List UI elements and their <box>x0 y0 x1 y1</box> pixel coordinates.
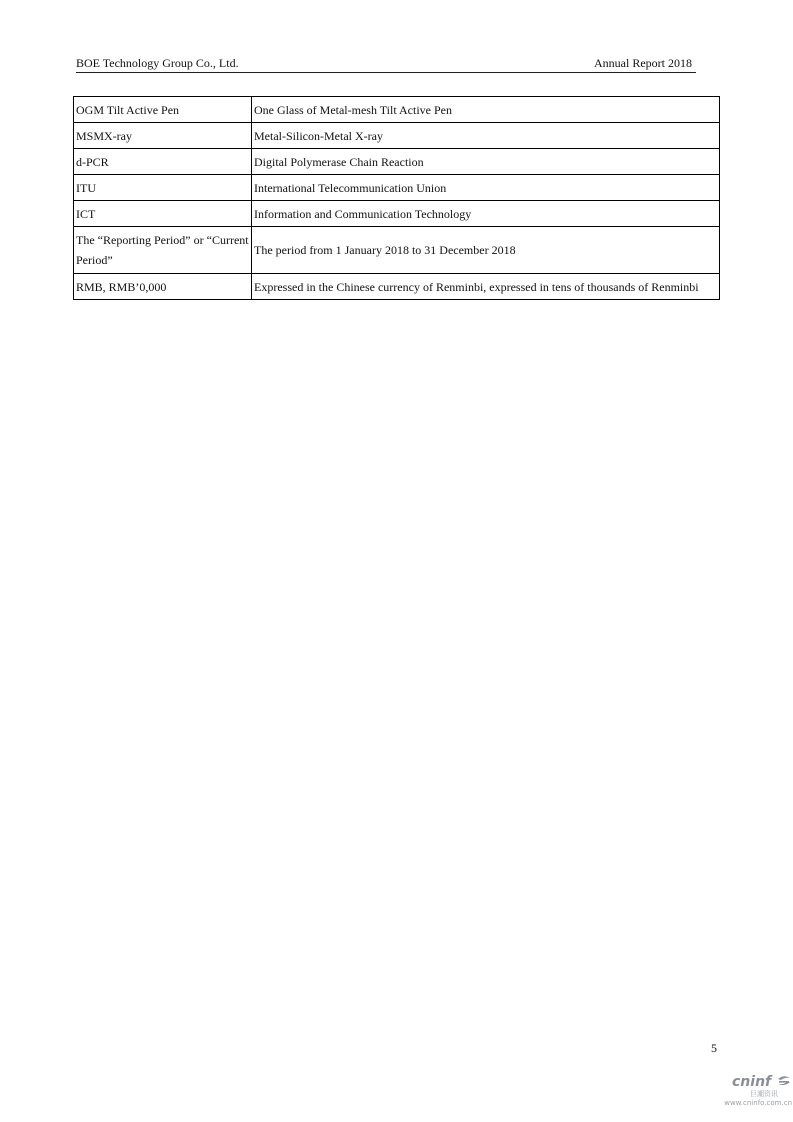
table-row <box>74 123 720 149</box>
definition-cell: International Telecommunication Union <box>252 175 720 201</box>
watermark-brand <box>712 1074 792 1090</box>
definition-cell: The period from 1 January 2018 to 31 December 2018 <box>252 227 720 274</box>
term-cell: MSMX-ray <box>74 123 252 149</box>
table-row <box>74 227 720 274</box>
report-title: Annual Report 2018 <box>594 56 692 70</box>
table-row <box>74 149 720 175</box>
watermark-chinese: 巨潮资讯 <box>750 1090 778 1098</box>
definition-cell: Information and Communication Technology <box>252 201 720 227</box>
glossary-table <box>73 96 720 300</box>
table-row <box>74 274 720 300</box>
table-row <box>74 201 720 227</box>
table-row <box>74 175 720 201</box>
term-cell: RMB, RMB’0,000 <box>74 274 252 300</box>
term-cell: ITU <box>74 175 252 201</box>
definition-cell: Expressed in the Chinese currency of Renminbi, expressed in tens of thousands of Renminbi <box>252 274 720 300</box>
page-number: 5 <box>711 1041 717 1055</box>
definition-cell: Digital Polymerase Chain Reaction <box>252 149 720 175</box>
watermark-brand-text: cninf <box>732 1074 772 1090</box>
table-row <box>74 97 720 123</box>
company-name: BOE Technology Group Co., Ltd. <box>76 56 239 70</box>
definition-cell: Metal-Silicon-Metal X-ray <box>252 123 720 149</box>
cninfo-watermark <box>712 1074 792 1114</box>
term-cell: ICT <box>74 201 252 227</box>
watermark-url: www.cninfo.com.cn <box>724 1099 792 1107</box>
term-cell: The “Reporting Period” or “Current Period” <box>74 227 252 274</box>
term-cell: OGM Tilt Active Pen <box>74 97 252 123</box>
cninfo-swirl-icon <box>776 1074 792 1090</box>
definition-cell: One Glass of Metal-mesh Tilt Active Pen <box>252 97 720 123</box>
page-header <box>76 56 696 73</box>
term-cell: d-PCR <box>74 149 252 175</box>
